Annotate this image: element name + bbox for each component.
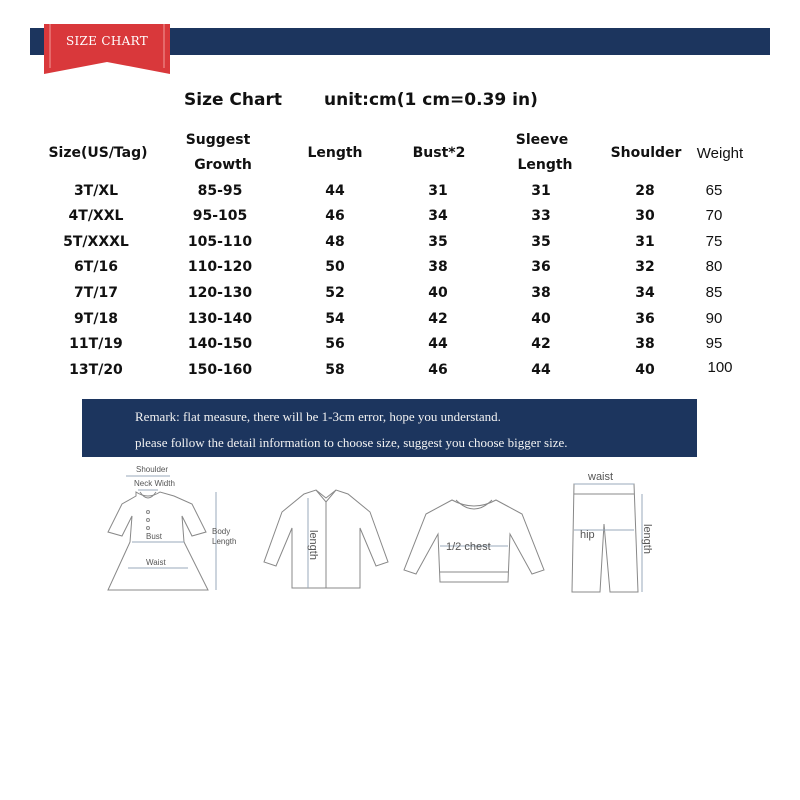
label-shoulder: Shoulder bbox=[136, 465, 169, 474]
cell-sleeve: 33 bbox=[531, 208, 551, 224]
label-pants-length: length bbox=[641, 524, 653, 554]
cell-weight: 100 bbox=[707, 359, 733, 376]
cell-growth: 120-130 bbox=[187, 285, 253, 301]
cell-shoulder: 34 bbox=[635, 285, 655, 301]
cell-sleeve: 42 bbox=[531, 336, 551, 352]
cell-length: 50 bbox=[325, 259, 345, 275]
cell-length: 52 bbox=[325, 285, 345, 301]
cell-weight: 80 bbox=[705, 258, 723, 275]
sweater-measure-illustration bbox=[402, 462, 552, 602]
cell-size: 7T/17 bbox=[74, 285, 118, 301]
cell-weight: 90 bbox=[705, 310, 723, 327]
cell-length: 48 bbox=[325, 234, 345, 250]
cell-weight: 95 bbox=[705, 335, 723, 352]
cell-sleeve: 40 bbox=[531, 311, 551, 327]
cell-shoulder: 28 bbox=[635, 183, 655, 199]
cell-growth: 150-160 bbox=[187, 362, 253, 378]
cell-bust: 44 bbox=[428, 336, 448, 352]
header-weight: Weight bbox=[696, 145, 744, 162]
header-sleeve-line2: Length bbox=[517, 157, 573, 173]
unit-note: unit:cm(1 cm=0.39 in) bbox=[324, 90, 538, 110]
remark-line-2: please follow the detail information to choose size, suggest you choose bigger size. bbox=[135, 435, 568, 450]
pants-measure-illustration bbox=[562, 462, 662, 602]
cell-bust: 42 bbox=[428, 311, 448, 327]
cell-size: 11T/19 bbox=[69, 336, 123, 352]
label-half-chest: 1/2 chest bbox=[446, 541, 491, 553]
cell-sleeve: 38 bbox=[531, 285, 551, 301]
cell-growth: 140-150 bbox=[187, 336, 253, 352]
cell-weight: 70 bbox=[705, 207, 723, 224]
cell-size: 6T/16 bbox=[74, 259, 118, 275]
chart-title: Size Chart bbox=[184, 90, 282, 110]
remark-line-1: Remark: flat measure, there will be 1-3cm error, hope you understand. bbox=[135, 409, 501, 424]
cell-bust: 46 bbox=[428, 362, 448, 378]
cell-length: 44 bbox=[325, 183, 345, 199]
size-chart-ribbon bbox=[44, 24, 170, 74]
cell-weight: 75 bbox=[705, 233, 723, 250]
cell-bust: 40 bbox=[428, 285, 448, 301]
cell-growth: 95-105 bbox=[192, 208, 248, 224]
cell-shoulder: 30 bbox=[635, 208, 655, 224]
header-length: Length bbox=[307, 145, 363, 161]
cell-shoulder: 31 bbox=[635, 234, 655, 250]
header-growth-line2: Growth bbox=[194, 157, 252, 173]
header-size: Size(US/Tag) bbox=[48, 145, 148, 161]
cell-sleeve: 44 bbox=[531, 362, 551, 378]
cell-size: 13T/20 bbox=[69, 362, 123, 378]
label-waist: Waist bbox=[146, 558, 166, 567]
cell-shoulder: 40 bbox=[635, 362, 655, 378]
cell-sleeve: 35 bbox=[531, 234, 551, 250]
cell-bust: 34 bbox=[428, 208, 448, 224]
label-neck-width: Neck Width bbox=[134, 479, 175, 488]
label-shirt-length: length bbox=[307, 530, 319, 560]
cell-growth: 85-95 bbox=[197, 183, 243, 199]
label-bust: Bust bbox=[146, 532, 163, 541]
label-body-length-1: Body bbox=[212, 527, 231, 536]
cell-sleeve: 31 bbox=[531, 183, 551, 199]
cell-growth: 105-110 bbox=[187, 234, 253, 250]
cell-size: 3T/XL bbox=[73, 183, 119, 199]
cell-sleeve: 36 bbox=[531, 259, 551, 275]
header-growth-line1: Suggest bbox=[185, 132, 251, 148]
cell-size: 9T/18 bbox=[74, 311, 118, 327]
cell-shoulder: 36 bbox=[635, 311, 655, 327]
shirt-measure-illustration bbox=[260, 462, 395, 602]
cell-bust: 35 bbox=[428, 234, 448, 250]
cell-size: 4T/XXL bbox=[68, 208, 124, 224]
cell-shoulder: 32 bbox=[635, 259, 655, 275]
cell-growth: 110-120 bbox=[187, 259, 253, 275]
label-pants-waist: waist bbox=[588, 471, 614, 483]
dress-measure-illustration bbox=[88, 462, 248, 602]
header-shoulder: Shoulder bbox=[610, 145, 682, 161]
header-sleeve-line1: Sleeve bbox=[515, 132, 569, 148]
cell-bust: 31 bbox=[428, 183, 448, 199]
cell-growth: 130-140 bbox=[187, 311, 253, 327]
cell-weight: 85 bbox=[705, 284, 723, 301]
header-bust: Bust*2 bbox=[412, 145, 466, 161]
cell-bust: 38 bbox=[428, 259, 448, 275]
label-body-length-2: Length bbox=[212, 537, 237, 546]
cell-shoulder: 38 bbox=[635, 336, 655, 352]
cell-size: 5T/XXXL bbox=[63, 234, 129, 250]
cell-length: 58 bbox=[325, 362, 345, 378]
label-pants-hip: hip bbox=[580, 529, 595, 541]
banner-label: SIZE CHART bbox=[65, 34, 148, 48]
cell-length: 54 bbox=[325, 311, 345, 327]
cell-length: 46 bbox=[325, 208, 345, 224]
cell-length: 56 bbox=[325, 336, 345, 352]
cell-weight: 65 bbox=[705, 182, 723, 199]
